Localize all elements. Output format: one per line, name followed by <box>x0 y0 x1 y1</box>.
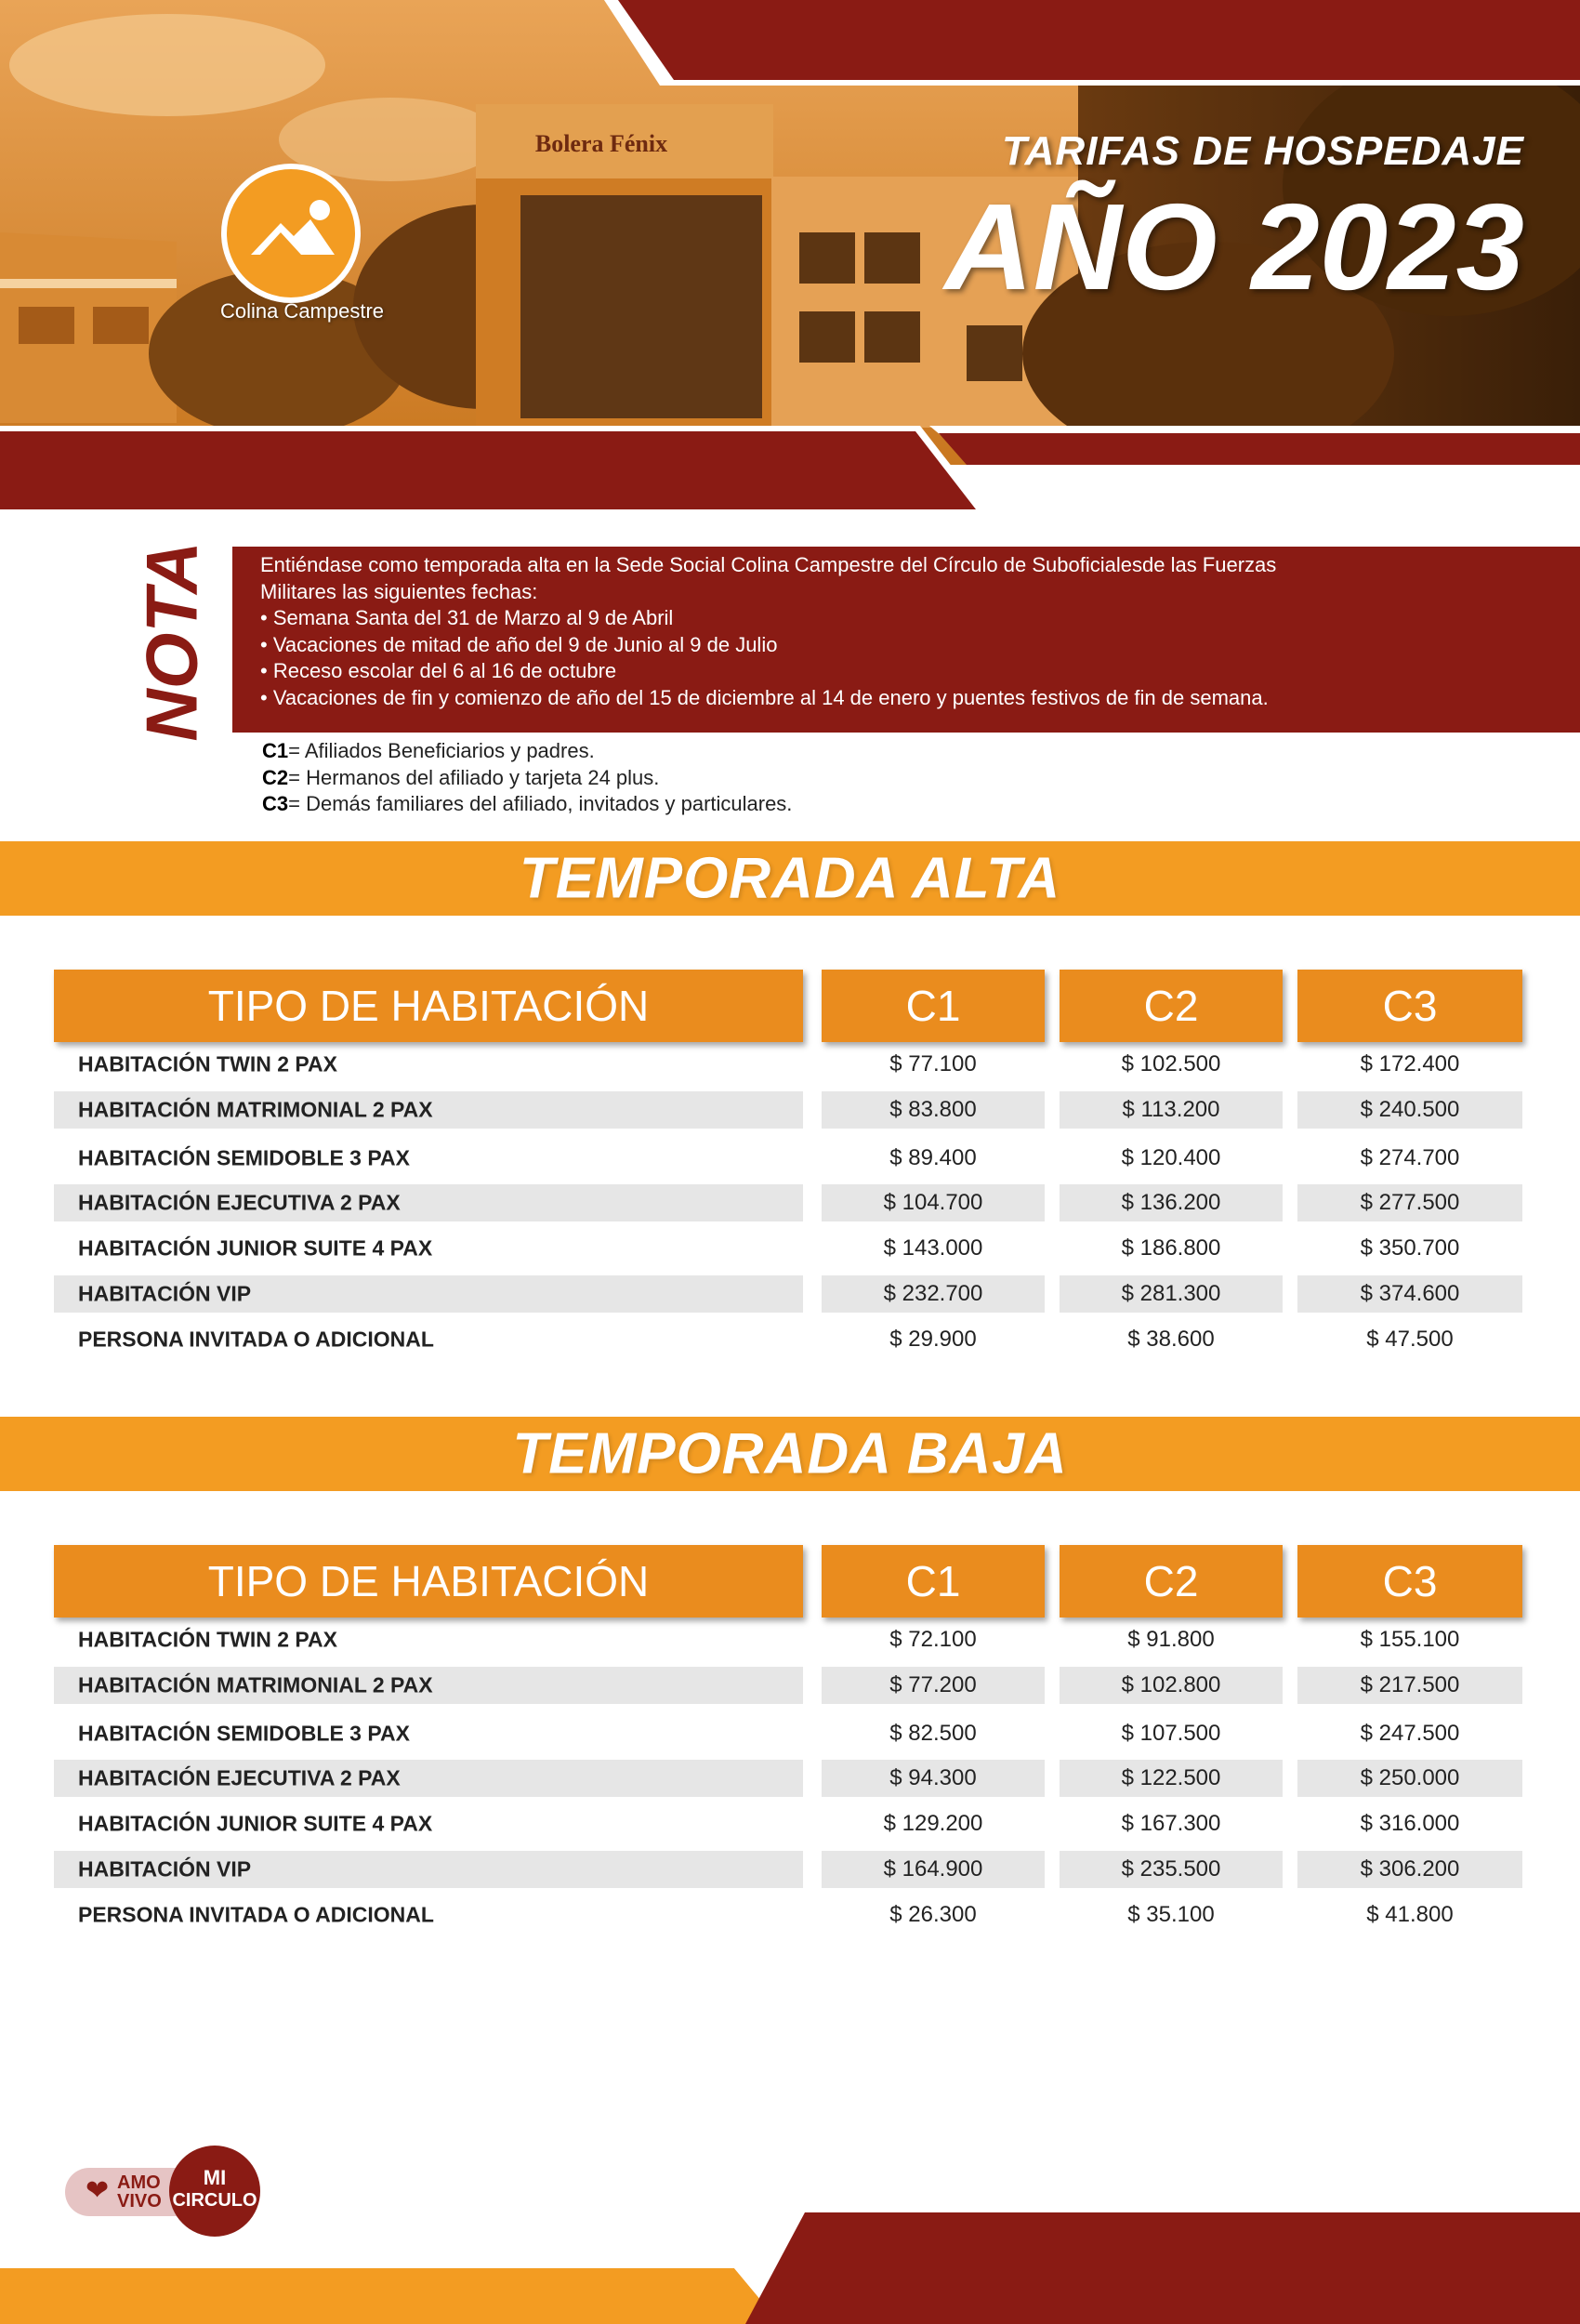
column-header-c2: C2 <box>1060 970 1283 1042</box>
room-type-cell: HABITACIÓN JUNIOR SUITE 4 PAX <box>78 1811 433 1836</box>
table-row <box>0 1851 1580 1888</box>
section-title: TEMPORADA BAJA <box>512 1421 1068 1486</box>
footer-graphic <box>0 2212 1580 2324</box>
room-type-cell: HABITACIÓN MATRIMONIAL 2 PAX <box>54 1667 803 1704</box>
table-row <box>0 1230 1580 1267</box>
price-c1-cell: $ 77.100 <box>889 1051 977 1076</box>
price-c3-cell: $ 316.000 <box>1360 1811 1460 1836</box>
price-c3-cell: $ 217.500 <box>1297 1667 1522 1704</box>
room-type-cell: HABITACIÓN VIP <box>54 1275 803 1313</box>
legend-text: = Afiliados Beneficiarios y padres. <box>288 739 595 762</box>
nota-line: • Semana Santa del 31 de Marzo al 9 de Abril <box>260 606 674 629</box>
section-title: TEMPORADA ALTA <box>519 846 1061 911</box>
temporada-baja-band <box>0 1417 1580 1491</box>
column-header-c3: C3 <box>1297 970 1522 1042</box>
room-type-cell: HABITACIÓN VIP <box>54 1851 803 1888</box>
price-c2-cell: $ 122.500 <box>1060 1760 1283 1797</box>
room-type-cell: HABITACIÓN JUNIOR SUITE 4 PAX <box>78 1235 433 1261</box>
price-c1-cell: $ 129.200 <box>883 1811 983 1836</box>
price-c3-cell: $ 41.800 <box>1366 1902 1454 1927</box>
nota-line: • Vacaciones de fin y comienzo de año del 15 de diciembre al 14 de enero y puentes festivos de fin de semana. <box>260 685 1269 709</box>
table-row <box>0 1805 1580 1842</box>
table-row <box>0 1046 1580 1083</box>
legend-code: C2 <box>262 765 289 789</box>
legend-text: = Demás familiares del afiliado, invitados y particulares. <box>288 792 793 815</box>
price-c2-cell: $ 35.100 <box>1127 1902 1215 1927</box>
table-row <box>0 1275 1580 1313</box>
legend-item <box>262 765 792 792</box>
nota-label-text: NOTA <box>130 541 213 742</box>
price-c2-cell: $ 113.200 <box>1060 1091 1283 1129</box>
price-c1-cell: $ 82.500 <box>889 1721 977 1746</box>
price-c2-cell: $ 102.500 <box>1121 1051 1221 1076</box>
mountain-sun-icon <box>227 169 355 297</box>
price-c2-cell: $ 186.800 <box>1121 1235 1221 1261</box>
room-type-cell: PERSONA INVITADA O ADICIONAL <box>78 1902 434 1927</box>
price-c2-cell: $ 281.300 <box>1060 1275 1283 1313</box>
legend-code: C1 <box>262 739 289 762</box>
table-row <box>0 1140 1580 1177</box>
nota-line: • Receso escolar del 6 al 16 de octubre <box>260 659 617 682</box>
price-c2-cell: $ 120.400 <box>1121 1145 1221 1170</box>
price-c3-cell: $ 172.400 <box>1360 1051 1460 1076</box>
legend-item <box>262 791 792 818</box>
price-c1-cell: $ 77.200 <box>822 1667 1045 1704</box>
price-c1-cell: $ 232.700 <box>822 1275 1045 1313</box>
price-c1-cell: $ 83.800 <box>822 1091 1045 1129</box>
footer-red-band <box>745 2212 1580 2324</box>
category-legend <box>262 738 792 818</box>
column-header-type: TIPO DE HABITACIÓN <box>54 1545 803 1618</box>
table-row <box>0 1091 1580 1129</box>
legend-item <box>262 738 792 765</box>
price-c3-cell: $ 250.000 <box>1297 1760 1522 1797</box>
colina-campestre-logo <box>221 164 361 303</box>
price-c3-cell: $ 350.700 <box>1360 1235 1460 1261</box>
nota-box <box>232 547 1580 733</box>
price-c1-cell: $ 104.700 <box>822 1184 1045 1221</box>
room-type-cell: HABITACIÓN TWIN 2 PAX <box>78 1627 337 1652</box>
price-c1-cell: $ 26.300 <box>889 1902 977 1927</box>
price-c1-cell: $ 94.300 <box>822 1760 1045 1797</box>
table-row <box>0 1321 1580 1358</box>
room-type-cell: HABITACIÓN MATRIMONIAL 2 PAX <box>54 1091 803 1129</box>
table-row <box>0 1896 1580 1934</box>
price-c3-cell: $ 240.500 <box>1297 1091 1522 1129</box>
price-c2-cell: $ 38.600 <box>1127 1327 1215 1352</box>
room-type-cell: HABITACIÓN TWIN 2 PAX <box>78 1051 337 1076</box>
price-c2-cell: $ 235.500 <box>1060 1851 1283 1888</box>
building-sign: Bolera Fénix <box>534 130 668 157</box>
price-c2-cell: $ 102.800 <box>1060 1667 1283 1704</box>
footer-logo-mi: MI <box>203 2166 227 2189</box>
footer-orange-band <box>0 2268 781 2324</box>
price-c1-cell: $ 164.900 <box>822 1851 1045 1888</box>
room-type-cell: HABITACIÓN EJECUTIVA 2 PAX <box>54 1760 803 1797</box>
price-c3-cell: $ 247.500 <box>1360 1721 1460 1746</box>
logo-text: Colina Campestre <box>219 299 385 323</box>
top-red-band <box>618 0 1580 80</box>
price-c3-cell: $ 306.200 <box>1297 1851 1522 1888</box>
room-type-cell: HABITACIÓN EJECUTIVA 2 PAX <box>54 1184 803 1221</box>
page-subtitle: TARIFAS DE HOSPEDAJE <box>1002 128 1524 174</box>
temporada-alta-band <box>0 841 1580 916</box>
price-c3-cell: $ 155.100 <box>1360 1627 1460 1652</box>
price-c1-cell: $ 143.000 <box>883 1235 983 1261</box>
price-c2-cell: $ 136.200 <box>1060 1184 1283 1221</box>
nota-label <box>130 541 213 742</box>
room-type-cell: HABITACIÓN SEMIDOBLE 3 PAX <box>78 1721 410 1746</box>
temporada-baja-table <box>0 1545 1580 1945</box>
bottom-red-band <box>0 431 976 509</box>
temporada-alta-table <box>0 970 1580 1369</box>
price-c3-cell: $ 277.500 <box>1297 1184 1522 1221</box>
price-c3-cell: $ 274.700 <box>1360 1145 1460 1170</box>
legend-code: C3 <box>262 792 289 815</box>
column-header-c1: C1 <box>822 1545 1045 1618</box>
price-c1-cell: $ 89.400 <box>889 1145 977 1170</box>
column-header-c1: C1 <box>822 970 1045 1042</box>
table-row <box>0 1760 1580 1797</box>
price-c3-cell: $ 47.500 <box>1366 1327 1454 1352</box>
header <box>0 0 1580 521</box>
heart-icon: ❤ <box>86 2175 110 2206</box>
price-c2-cell: $ 91.800 <box>1127 1627 1215 1652</box>
table-row <box>0 1621 1580 1658</box>
table-row <box>0 1184 1580 1221</box>
footer-logo-vivo: VIVO <box>117 2191 162 2212</box>
column-header-c2: C2 <box>1060 1545 1283 1618</box>
nota-line: Entiéndase como temporada alta en la Sede Social Colina Campestre del Círculo de Suboficialesde las Fuerzas <box>260 553 1277 576</box>
price-c1-cell: $ 72.100 <box>889 1627 977 1652</box>
price-c2-cell: $ 107.500 <box>1121 1721 1221 1746</box>
price-c3-cell: $ 374.600 <box>1297 1275 1522 1313</box>
footer-logo-amo: AMO <box>117 2172 161 2193</box>
nota-line: Militares las siguientes fechas: <box>260 579 538 603</box>
page-title: AÑO 2023 <box>944 178 1524 315</box>
column-header-c3: C3 <box>1297 1545 1522 1618</box>
column-header-type: TIPO DE HABITACIÓN <box>54 970 803 1042</box>
price-c1-cell: $ 29.900 <box>889 1327 977 1352</box>
footer-logo-circulo: CIRCULO <box>172 2190 257 2211</box>
price-c2-cell: $ 167.300 <box>1121 1811 1221 1836</box>
legend-text: = Hermanos del afiliado y tarjeta 24 plus. <box>288 765 660 789</box>
nota-line: • Vacaciones de mitad de año del 9 de Junio al 9 de Julio <box>260 632 778 656</box>
table-row <box>0 1715 1580 1752</box>
table-row <box>0 1667 1580 1704</box>
room-type-cell: HABITACIÓN SEMIDOBLE 3 PAX <box>78 1145 410 1170</box>
room-type-cell: PERSONA INVITADA O ADICIONAL <box>78 1327 434 1352</box>
